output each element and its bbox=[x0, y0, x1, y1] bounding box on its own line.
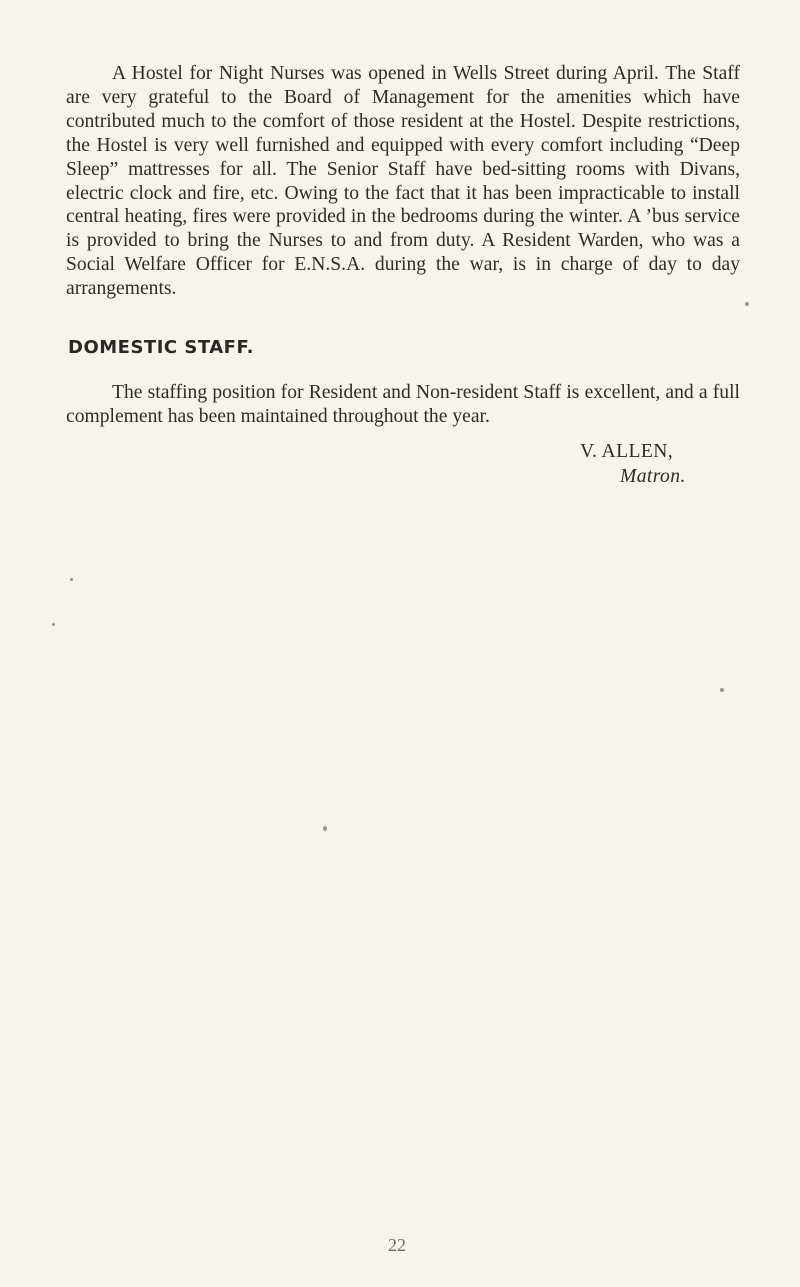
domestic-staff-paragraph: The staffing position for Resident and Non-resident Staff is excellent, and a full complement has been maintained throughout the year. bbox=[66, 382, 740, 427]
signature-title: Matron. bbox=[620, 466, 686, 487]
domestic-staff-heading: DOMESTIC STAFF. bbox=[68, 337, 254, 358]
paper-speck bbox=[323, 826, 327, 831]
paper-speck bbox=[52, 623, 55, 626]
signature-name: V. ALLEN, bbox=[580, 441, 674, 462]
paper-speck bbox=[70, 578, 73, 581]
hostel-paragraph: A Hostel for Night Nurses was opened in Wells Street during April. The Staff are very grateful to the Board of Management for the amenities which have contributed much to the comfort of those resident at the Hostel. Despite restrictions, the Hostel is very well furnished and equipped with every comfort including “Deep Sleep” mattresses for all. The Senior Staff have bed-sitting rooms with Divans, electric clock and fire, etc. Owing to the fact that it has been impracticable to install central heating, fires were provided in the bedrooms during the winter. A ’bus service is provided to bring the Nurses to and from duty. A Resident Warden, who was a Social Welfare Officer for E.N.S.A. during the war, is in charge of day to day arrangements. bbox=[66, 63, 740, 300]
paper-speck bbox=[745, 302, 749, 306]
paper-speck bbox=[720, 688, 724, 692]
page-number: 22 bbox=[388, 1235, 406, 1255]
